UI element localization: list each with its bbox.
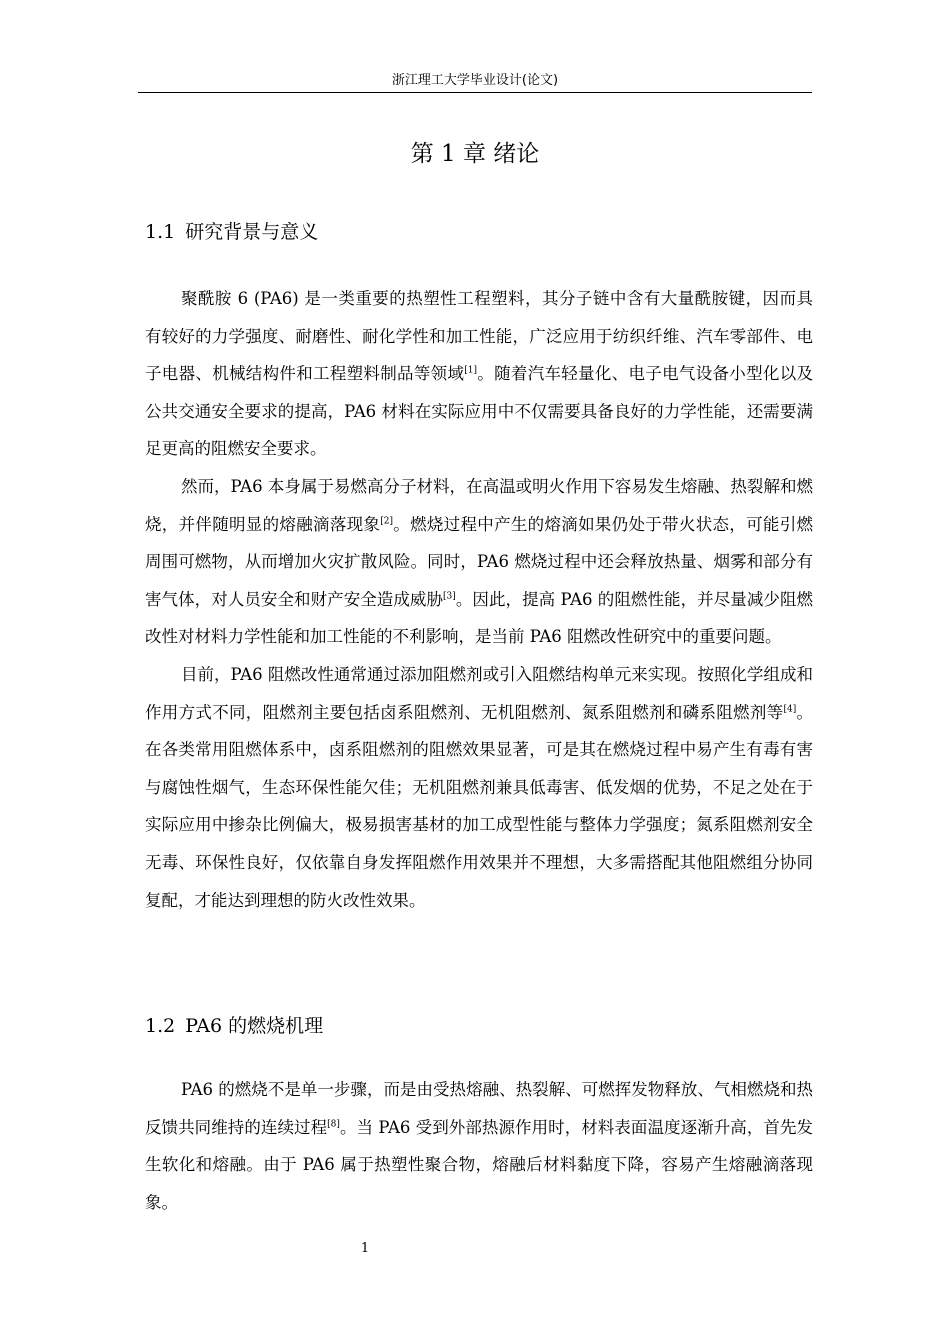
paragraph-text: 。因此，提高 PA6 的阻燃性能，并尽量减少阻燃改性对材料力学性能和加工性能的不利影响，是当前 PA6 阻燃改性研究中的重要问题。 bbox=[145, 589, 813, 647]
citation-ref: [4] bbox=[783, 703, 797, 714]
section-1-2-body bbox=[145, 1071, 813, 1221]
citation-ref: [8] bbox=[327, 1118, 340, 1129]
section-heading-1-1 bbox=[145, 218, 318, 246]
section-heading-1-2 bbox=[145, 1012, 323, 1040]
paragraph-text: 。燃烧过程中产生的熔滴如果仍处于带火状态，可能引燃周围可燃物，从而增加火灾扩散风险。同时，PA6 燃烧过程中还会释放热量、烟雾和部分有害气体，对人员安全和财产安全造成威胁 bbox=[145, 514, 814, 609]
paragraph bbox=[145, 1071, 813, 1221]
header-rule bbox=[138, 92, 812, 93]
paragraph-text: 目前，PA6 阻燃改性通常通过添加阻燃剂或引入阻燃结构单元来实现。按照化学组成和作用方式不同，阻燃剂主要包括卤系阻燃剂、无机阻燃剂、氮系阻燃剂和磷系阻燃剂等 bbox=[145, 664, 813, 722]
paragraph bbox=[145, 280, 813, 468]
paragraph bbox=[145, 656, 813, 919]
section-title: 研究背景与意义 bbox=[185, 221, 319, 243]
section-title: PA6 的燃烧机理 bbox=[185, 1015, 324, 1037]
paragraph-text: 。随着汽车轻量化、电子电气设备小型化以及公共交通安全要求的提高，PA6 材料在实际应用中不仅需要具备良好的力学性能，还需要满足更高的阻燃安全要求。 bbox=[145, 364, 814, 459]
paragraph-text: 然而，PA6 本身属于易燃高分子材料，在高温或明火作用下容易发生熔融、热裂解和燃烧，并伴随明显的熔融滴落现象 bbox=[145, 476, 813, 534]
section-1-1-body bbox=[145, 280, 813, 919]
citation-ref: [1] bbox=[464, 365, 477, 376]
paragraph bbox=[145, 468, 813, 656]
paragraph-text: 聚酰胺 6 (PA6) 是一类重要的热塑性工程塑料，其分子链中含有大量酰胺键，因而具有较好的力学强度、耐磨性、耐化学性和加工性能，广泛应用于纺织纤维、汽车零部件、电子电器、机械结构件和工程塑料制品等领域 bbox=[145, 289, 813, 384]
section-number: 1.2 bbox=[145, 1015, 176, 1037]
citation-ref: [3] bbox=[443, 591, 456, 601]
paragraph-text: PA6 的燃烧不是单一步骤，而是由受热熔融、热裂解、可燃挥发物释放、气相燃烧和热反馈共同维持的连续过程 bbox=[145, 1080, 813, 1137]
running-header: 浙江理工大学毕业设计(论文) bbox=[391, 73, 559, 88]
chapter-title: 第 1 章 绪论 bbox=[410, 141, 540, 167]
citation-ref: [2] bbox=[380, 515, 393, 526]
section-number: 1.1 bbox=[145, 221, 176, 243]
page-number: 1 bbox=[360, 1241, 370, 1256]
paragraph-text: 。当 PA6 受到外部热源作用时，材料表面温度逐渐升高，首先发生软化和熔融。由于 PA6 属于热塑性聚合物，熔融后材料黏度下降，容易产生熔融滴落现象。 bbox=[145, 1117, 813, 1212]
paragraph-text: 。在各类常用阻燃体系中，卤系阻燃剂的阻燃效果显著，可是其在燃烧过程中易产生有毒有害与腐蚀性烟气，生态环保性能欠佳；无机阻燃剂兼具低毒害、低发烟的优势，不足之处在于实际应用中掺杂比例偏大，极易损害基材的加工成型性能与整体力学强度；氮系阻燃剂安全无毒、环保性良好，仅依靠自身发挥阻燃作用效果并不理想，大多需搭配其他阻燃组分协同复配，才能达到理想的防火改性效果。 bbox=[145, 702, 814, 910]
